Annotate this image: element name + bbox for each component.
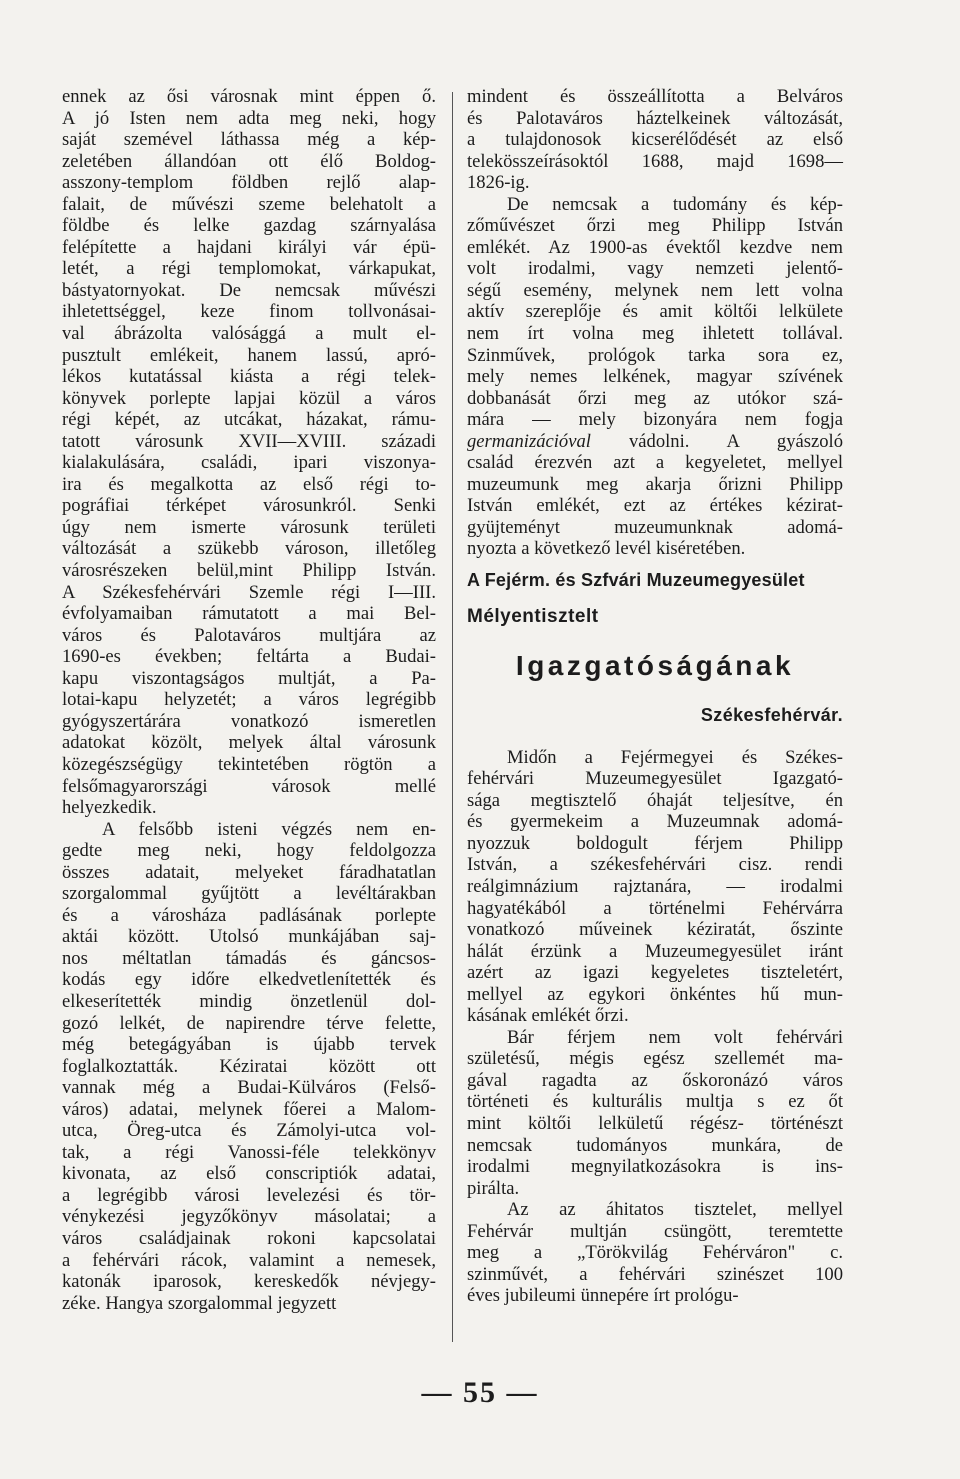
- text-line: pirálta.: [467, 1177, 520, 1199]
- text-line: régi képét, az utcákat, házakat, rámu-: [62, 409, 436, 431]
- text-line: kialakulására, családi, ipari viszonya-: [62, 452, 436, 474]
- text-line: reálgimnázium rajztanára, — irodalmi: [467, 875, 843, 897]
- text-line: falait, de művészi szeme belehatolt a: [62, 193, 436, 215]
- text-line: lékos kutatással kiásta a régi telek-: [62, 366, 436, 388]
- text-line: hálát érzünk a Muzeumegyesület iránt: [467, 940, 843, 962]
- text-line: irodalmi megnyilatkozásokra is ins-: [467, 1156, 843, 1178]
- text-line: nemcsak tudományos munkára, de: [467, 1134, 843, 1156]
- text-line: változását a szükebb városon, illetőleg: [62, 538, 436, 560]
- text-line: asszony-templom földben rejlő alap-: [62, 172, 436, 194]
- text-line: vonatkozó műveinek kéziratát, őszinte: [467, 919, 843, 941]
- text-line: zéke. Hangya szorgalommal jegyzett: [62, 1292, 337, 1314]
- text-line: a legrégibb városi levelezési és tör-: [62, 1184, 436, 1206]
- text-line: meg a „Törökvilág Fehérváron" c.: [467, 1242, 843, 1264]
- letter-sender: A Fejérm. és Szfvári Muzeumegyesület: [467, 570, 805, 591]
- text-line: összes adatait, melyeket fáradhatatlan: [62, 861, 436, 883]
- text-line: vénykezési jegyzőkönyv másolatai; a: [62, 1206, 436, 1228]
- text-line: gozó lelkét, de napirendre térve felette,: [62, 1012, 436, 1034]
- text-line: történeti és kulturális multja s ez őt: [467, 1091, 843, 1113]
- text-line: könyvek porlepte lapjai közül a város: [62, 387, 436, 409]
- text-line: fehérvári Muzeumegyesület Igazgató-: [467, 768, 843, 790]
- text-line: gával ragadta az őskoronázó város: [467, 1069, 843, 1091]
- text-line: földbe és lelke gazdag szárnyalása: [62, 215, 436, 237]
- text-line: aktív szereplője és amit költői lelkülete: [467, 301, 843, 323]
- text-line: úgy nem ismerte városunk területi: [62, 516, 436, 538]
- text-line: Szinművek, prológok tarka sora ez,: [467, 344, 843, 366]
- text-line: felépítette a hajdani királyi vár épü-: [62, 236, 436, 258]
- text-line: születésű, mégis egész szellemét ma-: [467, 1048, 843, 1070]
- text-line: éves jubileumi ünnepére írt prológu-: [467, 1285, 739, 1307]
- text-line: mellyel az egykori önkéntes hű mun-: [467, 983, 843, 1005]
- text-line: aktái között. Utolsó munkájában saj-: [62, 926, 436, 948]
- text-line: szorgalommal gyűjtött a levéltárakban: [62, 883, 436, 905]
- text-line: A jó Isten nem adta meg neki, hogy: [62, 107, 436, 129]
- text-line: gedte meg neki, hogy feldolgozza: [62, 840, 436, 862]
- text-line: tak, a régi Vanossi-féle telekkönyv: [62, 1141, 436, 1163]
- text-line: közegészségügy tekintetében rögtön a: [62, 753, 436, 775]
- text-line: Midőn a Fejérmegyei és Székes-: [507, 746, 843, 768]
- text-line: zőművészet őrzi meg Philipp István: [467, 215, 843, 237]
- text-line: telekösszeírásoktól 1688, majd 1698—: [467, 150, 843, 172]
- text-line: De nemcsak a tudomány és kép-: [507, 193, 843, 215]
- text-line: kivonata, az első conscriptiók adatai,: [62, 1163, 436, 1185]
- text-line: Fehérvár multján csüngött, teremtette: [467, 1220, 843, 1242]
- text-line: gyógyszertárára vonatkozó ismeretlen: [62, 710, 436, 732]
- text-line: még betegágyában is újabb tervek: [62, 1034, 436, 1056]
- letter-place: Székesfehérvár.: [700, 705, 843, 726]
- text-line: kásának emlékét őrzi.: [467, 1005, 629, 1027]
- text-line: zeletében állandóan ott élő Boldog-: [62, 150, 436, 172]
- text-line: mindent és összeállította a Belváros: [467, 86, 843, 107]
- text-line: nyozzuk boldogult férjem Philipp: [467, 832, 843, 854]
- text-line: letét, a régi templomokat, várkapukat,: [62, 258, 436, 280]
- text-line: mára — mely bizonyára nem fogja: [467, 409, 843, 431]
- text-line: lotai-kapu helyzetét; a város legrégibb: [62, 689, 436, 711]
- text-line: és Palotaváros háztelkeinek változását,: [467, 107, 843, 129]
- text-line: ira és megalkotta az első régi to-: [62, 473, 436, 495]
- column-divider: [452, 92, 453, 1342]
- text-line: a fehérvári rácok, valamint a nemesek,: [62, 1249, 436, 1271]
- text-line: saját szemével láthassa még a kép-: [62, 129, 436, 151]
- text-line: a tulajdonosok kicserélődését az első: [467, 129, 843, 151]
- text-line: mint költői lelkületű régész- történészt: [467, 1112, 843, 1134]
- right-column-text-bottom: [467, 747, 843, 1307]
- text-line: szinművét, a fehérvári szinészet 100: [467, 1263, 843, 1285]
- letter-addressee: Igazgatóságának: [515, 650, 795, 682]
- text-line: város családjainak rokoni kapcsolatai: [62, 1227, 436, 1249]
- text-line: tatott városunk XVII—XVIII. századi: [62, 430, 436, 452]
- text-line: pusztult emlékeit, hanem lassú, apró-: [62, 344, 436, 366]
- page-number: — 55 —: [421, 1376, 539, 1409]
- text-line: család érezvén azt a kegyeletet, mellyel: [467, 452, 843, 474]
- text-line: germanizációval vádolni. A gyászoló: [467, 430, 843, 452]
- text-line: István emlékét, ezt az értékes kézirat-: [467, 495, 843, 517]
- text-line: városrészeken belül,mint Philipp István.: [62, 560, 436, 582]
- right-column-text-top: [467, 86, 843, 560]
- text-line: ségű esemény, melynek nem lett volna: [467, 279, 843, 301]
- text-line: Bár férjem nem volt fehérvári: [507, 1026, 843, 1048]
- text-line: nem írt volna meg ihletett tollával.: [467, 323, 843, 345]
- text-line: elkeserítették mindig önzetlenül dol-: [62, 990, 436, 1012]
- text-line: val ábrázolta valósággá a mult el-: [62, 323, 436, 345]
- text-line: dobbanását őrzi meg az utókor szá-: [467, 387, 843, 409]
- text-line: hagyatékából a történelmi Fehérvárra: [467, 897, 843, 919]
- text-line: város) adatai, melynek főerei a Malom-: [62, 1098, 436, 1120]
- text-line: azért az igazi kegyeletes tiszteletért,: [467, 962, 843, 984]
- text-line: és gyermekeim a Muzeumnak adomá-: [467, 811, 843, 833]
- text-line: kodás egy időre elkedvetlenítették és: [62, 969, 436, 991]
- text-line: muzeumunk meg akarja őrizni Philipp: [467, 473, 843, 495]
- letter-salutation: Mélyentisztelt: [467, 605, 599, 627]
- text-line: pográfiai térképet városunkról. Senki: [62, 495, 436, 517]
- text-line: bástyatornyokat. De nemcsak művészi: [62, 279, 436, 301]
- text-line: adatokat közölt, melyek által városunk: [62, 732, 436, 754]
- text-line: A Székesfehérvári Szemle régi I—III.: [62, 581, 436, 603]
- text-line: ennek az ősi városnak mint éppen ő.: [62, 86, 436, 107]
- text-line: ihletettséggel, keze finom tollvonásai-: [62, 301, 436, 323]
- text-line: Az az áhitatos tisztelet, mellyel: [507, 1199, 843, 1221]
- text-line: sága megtisztelő óhaját teljesítve, én: [467, 789, 843, 811]
- text-line: utca, Öreg-utca és Zámolyi-utca vol-: [62, 1120, 436, 1142]
- text-line: 1690-es években; feltárta a Budai-: [62, 646, 436, 668]
- text-line: város és Palotaváros multjára az: [62, 624, 436, 646]
- text-line: 1826-ig.: [467, 172, 530, 194]
- text-line: felsőmagyarországi városok mellé: [62, 775, 436, 797]
- text-line: foglalkoztatták. Kéziratai között ott: [62, 1055, 436, 1077]
- text-line: mely nemes lelkének, magyar szívének: [467, 366, 843, 388]
- text-line: gyüjteményt muzeumunknak adomá-: [467, 516, 843, 538]
- text-line: A felsőbb isteni végzés nem en-: [102, 818, 436, 840]
- text-line: nos méltatlan támadás és gáncsos-: [62, 947, 436, 969]
- text-line: volt irodalmi, vagy nemzeti jelentő-: [467, 258, 843, 280]
- left-column: [62, 86, 436, 1314]
- text-line: kapu viszontagságos multját, a Pa-: [62, 667, 436, 689]
- text-line: katonák iparosok, kereskedők névjegy-: [62, 1271, 436, 1293]
- text-line: helyezkedik.: [62, 797, 157, 819]
- text-line: és a városháza padlásának porlepte: [62, 904, 436, 926]
- text-line: emlékét. Az 1900-as évektől kezdve nem: [467, 236, 843, 258]
- text-line: nyozta a következő levél kiséretében.: [467, 538, 746, 560]
- text-line: évfolyamaiban rámutatott a mai Bel-: [62, 603, 436, 625]
- text-line: vannak még a Budai-Külváros (Felső-: [62, 1077, 436, 1099]
- right-column: [467, 86, 843, 1307]
- emphasized-word: germanizációval: [467, 430, 591, 452]
- text-line: István, a székesfehérvári cisz. rendi: [467, 854, 843, 876]
